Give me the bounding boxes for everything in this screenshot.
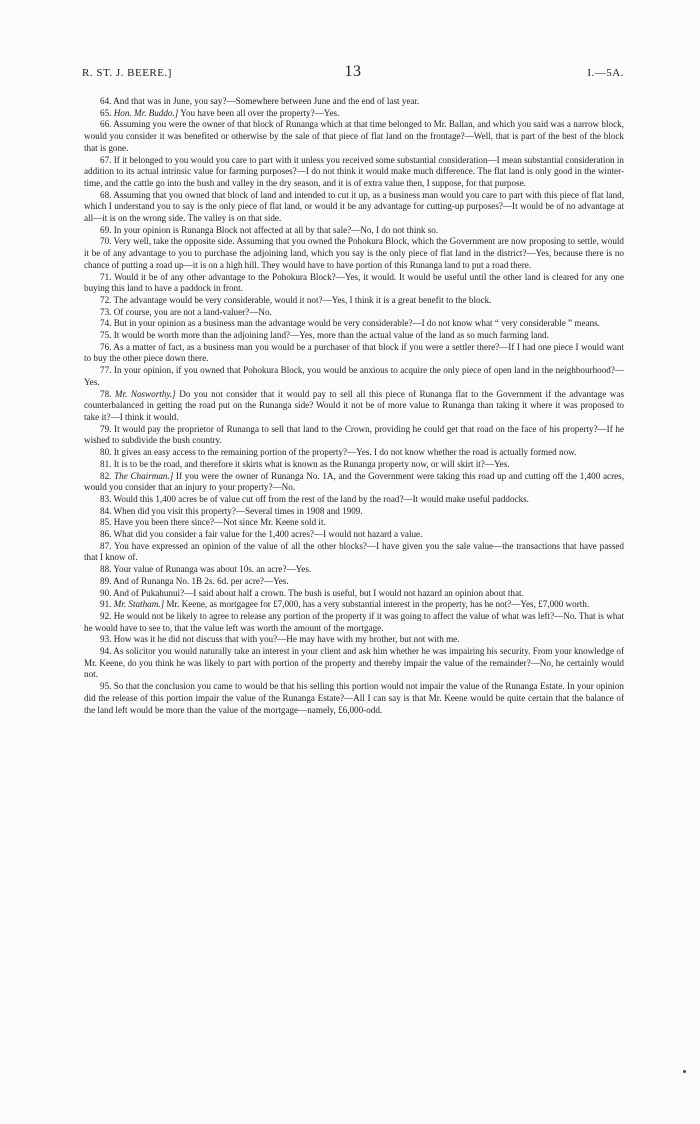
paragraph-text: 69. In your opinion is Runanga Block not affected at all by that sale?—No, I do not think so. — [100, 224, 439, 235]
question-answer-paragraph — [84, 576, 624, 588]
header-paper-reference: I.—5A. — [587, 67, 624, 79]
paragraph-text: 71. Would it be of any other advantage to the Pohokura Block?—Yes, it would. It would be useful until the other land is cleared for any one buying this land to have a paddock in front. — [84, 271, 624, 294]
paragraph-text: 66. Assuming you were the owner of that block of Runanga which at that time belonged to Mr. Ballan, and which you said was a narrow block, would you consider it was benefited or otherwise by the sale of that piece of flat land on the frontage?—Well, that is part of the best of the block that is gone. — [84, 119, 624, 153]
question-answer-paragraph — [84, 342, 624, 365]
question-answer-paragraph — [84, 272, 624, 295]
question-answer-paragraph — [84, 447, 624, 459]
paragraph-text: 74. But in your opinion as a business man the advantage would be very considerable?—I do not know what “ very considerable ” means. — [100, 318, 600, 329]
question-answer-paragraph — [84, 599, 624, 611]
question-answer-paragraph — [84, 318, 624, 330]
paragraph-text: 93. How was it he did not discuss that with you?—He may have with my brother, but not with me. — [100, 634, 460, 645]
question-answer-paragraph — [84, 225, 624, 237]
question-answer-paragraph — [84, 295, 624, 307]
page-number: 13 — [344, 63, 362, 80]
question-answer-paragraph — [84, 190, 624, 225]
paragraph-text: 79. It would pay the proprietor of Runanga to sell that land to the Crown, providing he could get that road on the face of his property?—If he wished to subdivide the bush country. — [84, 423, 624, 446]
question-answer-paragraph — [84, 307, 624, 319]
header-author: R. ST. J. BEERE.] — [82, 67, 172, 79]
question-answer-paragraph — [84, 119, 624, 154]
question-answer-paragraph — [84, 541, 624, 564]
paragraph-text: 90. And of Pukahunui?—I said about half a crown. The bush is useful, but I would not hazard an opinion about that. — [100, 587, 524, 598]
question-answer-paragraph — [84, 681, 624, 716]
paragraph-text: 89. And of Runanga No. 1B 2s. 6d. per acre?—Yes. — [100, 575, 289, 586]
question-answer-paragraph — [84, 506, 624, 518]
speaker-name: Mr. Nosworthy.] — [114, 388, 176, 399]
paragraph-text: 85. Have you been there since?—Not since Mr. Keene sold it. — [100, 517, 326, 528]
paragraph-text: 92. He would not be likely to agree to release any portion of the property if it was going to affect the value of what was left?—No. That is what he would have to see to, that the value left was worth the amount of the mortgage. — [84, 610, 624, 633]
paragraph-text: 67. If it belonged to you would you care to part with it unless you received some substantial consideration—I mean substantial consideration in addition to its actual intrinsic value for farming purposes?—I do not think it would make much difference. The flat land is only good in the winter-time, and the cattle go into the bush and valley in the dry season, and it is of extra value then, I suppose, for that purpose. — [84, 154, 624, 188]
paragraph-text: Do you not consider that it would pay to sell all this piece of Runanga flat to the Government if the advantage was counterbalanced in getting the road put on the Runanga side? Would it not be of more value to Runanga than taking it where it was proposed to take it?—I think it would. — [84, 388, 624, 422]
paragraph-text: 77. In your opinion, if you owned that Pohokura Block, you would be anxious to acquire the only piece of open land in the neighbourhood?—Yes. — [84, 365, 624, 387]
evidence-text — [84, 96, 624, 716]
question-answer-paragraph — [84, 646, 624, 681]
question-number: 82. — [100, 470, 112, 481]
question-answer-paragraph — [84, 494, 624, 506]
paragraph-text: You have been all over the property?—Yes. — [180, 107, 340, 118]
paragraph-text: 80. It gives an easy access to the remaining portion of the property?—Yes. I do not know whether the road is actually formed now. — [100, 447, 577, 458]
paragraph-text: 83. Would this 1,400 acres be of value cut off from the rest of the land by the road?—It would make useful paddocks. — [100, 493, 529, 504]
question-answer-paragraph — [84, 564, 624, 576]
question-answer-paragraph — [84, 365, 624, 388]
question-answer-paragraph — [84, 611, 624, 634]
question-answer-paragraph — [84, 471, 624, 494]
question-answer-paragraph — [84, 389, 624, 424]
paragraph-text: Mr. Keene, as mortgagee for £7,000, has a very substantial interest in the property, has he not?—Yes, £7,000 worth. — [166, 599, 590, 610]
margin-speck — [683, 1070, 686, 1073]
running-header — [82, 63, 624, 85]
speaker-name: Hon. Mr. Buddo.] — [113, 107, 179, 118]
paragraph-text: 64. And that was in June, you say?—Somewhere between June and the end of last year. — [100, 96, 420, 106]
paragraph-text: 72. The advantage would be very considerable, would it not?—Yes, I think it is a great benefit to the block. — [100, 294, 492, 305]
question-answer-paragraph — [84, 588, 624, 600]
question-answer-paragraph — [84, 96, 624, 108]
question-answer-paragraph — [84, 155, 624, 190]
paragraph-text: If you were the owner of Runanga No. 1A, and the Government were taking this road up and cutting off the 1,400 acres, would you consider that an injury to your property?—No. — [84, 470, 624, 493]
paragraph-text: 70. Very well, take the opposite side. Assuming that you owned the Pohokura Block, which the Government are now proposing to settle, would it be of any advantage to you to purchase the adjoining land, which you say is the only piece of flat land in the district?—Yes, because there is no chance of putting a road up—it is on a high hill. They would have to have portion of this Runanga land to put a road there. — [84, 236, 624, 270]
paragraph-text: 87. You have expressed an opinion of the value of all the other blocks?—I have given you the sale value—the transactions that have passed that I know of. — [84, 540, 624, 563]
paragraph-text: 88. Your value of Runanga was about 10s. an acre?—Yes. — [100, 564, 312, 575]
paragraph-text: 84. When did you visit this property?—Several times in 1908 and 1909. — [100, 505, 363, 516]
question-answer-paragraph — [84, 108, 624, 120]
speaker-name: Mr. Statham.] — [113, 599, 165, 610]
question-answer-paragraph — [84, 529, 624, 541]
paragraph-text: 68. Assuming that you owned that block of land and intended to cut it up, as a business man would you care to part with this piece of flat land, which I understand you to say is the only piece of flat land, or would it be any advantage for cutting-up purposes?—It would be of no advantage at all—it is on the wrong side. The valley is on that side. — [84, 189, 624, 224]
paragraph-text: 75. It would be worth more than the adjoining land?—Yes, more than the actual value of the land as so much farming land. — [100, 330, 549, 341]
paragraph-text: 73. Of course, you are not a land-valuer?—No. — [100, 306, 272, 317]
paragraph-text: 86. What did you consider a fair value for the 1,400 acres?—I would not hazard a value. — [100, 529, 423, 540]
question-answer-paragraph — [84, 634, 624, 646]
question-answer-paragraph — [84, 517, 624, 529]
paragraph-text: 94. As solicitor you would naturally take an interest in your client and ask him whether he was impairing his security. From your knowledge of Mr. Keene, do you think he was likely to part with portion of the property and thereby impair the value of the remainder?—No, he certainly would not. — [84, 646, 624, 680]
question-number: 78. — [100, 388, 112, 399]
question-number: 91. — [100, 599, 112, 610]
paragraph-text: 81. It is to be the road, and therefore it skirts what is known as the Runanga property now, or will skirt it?—Yes. — [100, 458, 510, 469]
question-answer-paragraph — [84, 330, 624, 342]
speaker-name: The Chairman.] — [114, 470, 174, 481]
paragraph-text: 76. As a matter of fact, as a business man you would be a purchaser of that block if you were a settler there?—If I had one piece I would want to buy the other piece down there. — [84, 341, 624, 364]
question-answer-paragraph — [84, 424, 624, 447]
question-answer-paragraph — [84, 236, 624, 271]
paragraph-text: 95. So that the conclusion you came to would be that his selling this portion would not impair the value of the Runanga Estate. In your opinion did the release of this portion impair the value of the Runanga Estate?—All I can say is that Mr. Keene would be quite certain that the balance of the land left would be more than the value of the mortgage—namely, £6,000-odd. — [84, 681, 624, 715]
question-answer-paragraph — [84, 459, 624, 471]
question-number: 65. — [100, 107, 112, 118]
